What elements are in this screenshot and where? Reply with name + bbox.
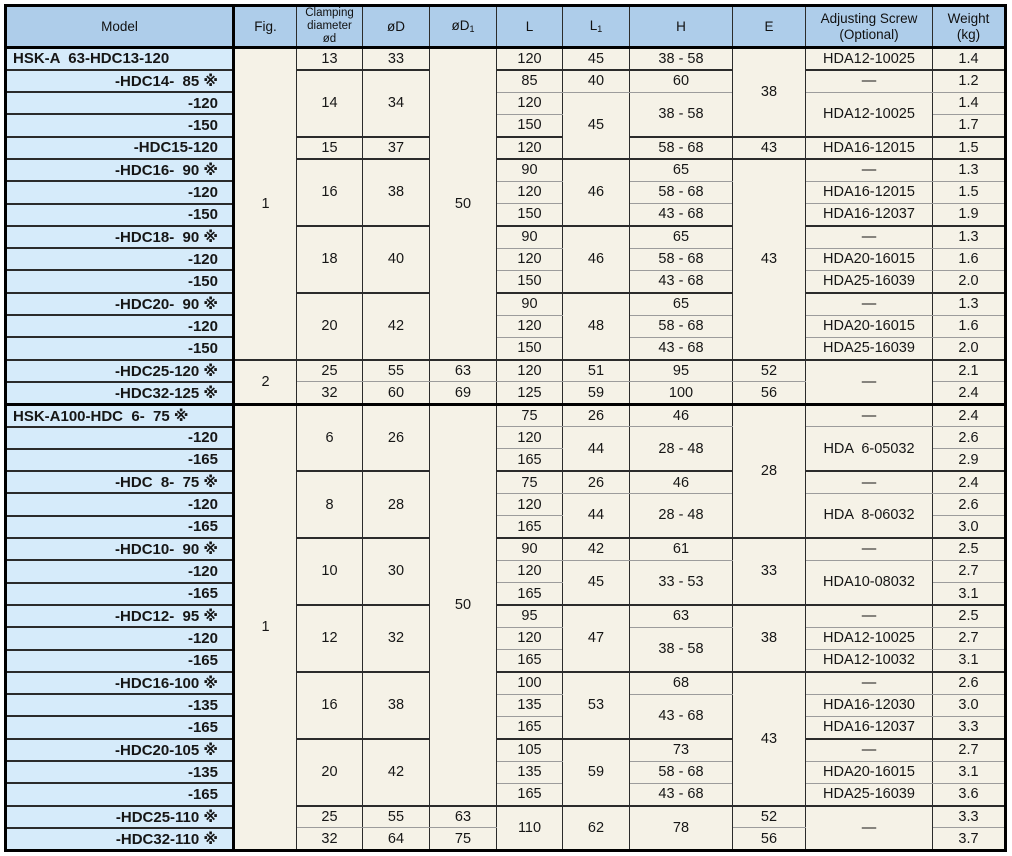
oD1-cell: 69 xyxy=(430,382,497,404)
adj-cell: HDA20-16015 xyxy=(806,315,933,337)
H-cell: 65 xyxy=(630,159,733,181)
column-header-L1: $L_1$ xyxy=(563,6,630,48)
model-cell: -HDC14- 85 ※ xyxy=(6,70,234,92)
table-row xyxy=(6,404,1006,426)
column-header-H: H xyxy=(630,6,733,48)
table-row xyxy=(6,471,1006,493)
od-cell: 8 xyxy=(297,471,363,538)
header-row xyxy=(6,6,1006,48)
adj-cell: HDA16-12015 xyxy=(806,181,933,203)
w-cell: 2.7 xyxy=(933,560,1006,582)
L1-cell: 59 xyxy=(563,739,630,806)
table-row xyxy=(6,560,1006,582)
od-cell: 32 xyxy=(297,828,363,850)
L-cell: 150 xyxy=(497,114,563,136)
model-cell: -HDC20- 90 ※ xyxy=(6,293,234,315)
model-cell: -120 xyxy=(6,248,234,270)
w-cell: 3.3 xyxy=(933,716,1006,738)
H-cell: 38 - 58 xyxy=(630,92,733,137)
L1-cell: 45 xyxy=(563,48,630,70)
H-cell: 58 - 68 xyxy=(630,315,733,337)
oD-cell: 26 xyxy=(363,404,430,471)
H-cell: 78 xyxy=(630,806,733,851)
model-cell: -120 xyxy=(6,181,234,203)
table-row xyxy=(6,783,1006,805)
w-cell: 3.6 xyxy=(933,783,1006,805)
model-cell: -165 xyxy=(6,449,234,471)
model-cell: -HDC 8- 75 ※ xyxy=(6,471,234,493)
table-row xyxy=(6,427,1006,449)
w-cell: 1.2 xyxy=(933,70,1006,92)
L-cell: 120 xyxy=(497,92,563,114)
E-cell: 43 xyxy=(733,159,806,360)
H-cell: 46 xyxy=(630,471,733,493)
model-cell: -165 xyxy=(6,716,234,738)
E-cell: 33 xyxy=(733,538,806,605)
oD1-cell: 50 xyxy=(430,404,497,805)
table-row xyxy=(6,70,1006,92)
adj-cell: HDA 6-05032 xyxy=(806,427,933,472)
L1-cell: 59 xyxy=(563,382,630,404)
spec-table xyxy=(4,4,1007,852)
L1-cell: 44 xyxy=(563,427,630,472)
adj-cell: HDA25-16039 xyxy=(806,270,933,292)
column-header-E: E xyxy=(733,6,806,48)
w-cell: 2.9 xyxy=(933,449,1006,471)
L1-cell: 62 xyxy=(563,806,630,851)
oD-cell: 38 xyxy=(363,672,430,739)
table-row xyxy=(6,806,1006,828)
fig-cell: 1 xyxy=(234,48,297,360)
w-cell: 3.7 xyxy=(933,828,1006,850)
L1-cell: 42 xyxy=(563,538,630,560)
L-cell: 165 xyxy=(497,716,563,738)
oD-cell: 28 xyxy=(363,471,430,538)
H-cell: 58 - 68 xyxy=(630,137,733,159)
adj-cell: — xyxy=(806,739,933,761)
table-row xyxy=(6,226,1006,248)
w-cell: 2.7 xyxy=(933,627,1006,649)
column-header-L: L xyxy=(497,6,563,48)
oD-cell: 60 xyxy=(363,382,430,404)
E-cell: 38 xyxy=(733,48,806,137)
L-cell: 120 xyxy=(497,427,563,449)
L1-cell: 46 xyxy=(563,159,630,226)
od-cell: 20 xyxy=(297,739,363,806)
H-cell: 43 - 68 xyxy=(630,204,733,226)
adj-cell: HDA20-16015 xyxy=(806,761,933,783)
oD1-cell: 50 xyxy=(430,48,497,360)
L-cell: 150 xyxy=(497,204,563,226)
model-cell: -HDC16- 90 ※ xyxy=(6,159,234,181)
model-cell: -150 xyxy=(6,114,234,136)
adj-cell: HDA10-08032 xyxy=(806,560,933,605)
L-cell: 90 xyxy=(497,226,563,248)
table-body xyxy=(6,48,1006,851)
oD-cell: 55 xyxy=(363,360,430,382)
L-cell: 135 xyxy=(497,694,563,716)
L-cell: 110 xyxy=(497,806,563,851)
od-cell: 12 xyxy=(297,605,363,672)
table-row xyxy=(6,493,1006,515)
table-row xyxy=(6,627,1006,649)
adj-cell: HDA16-12015 xyxy=(806,137,933,159)
H-cell: 38 - 58 xyxy=(630,627,733,672)
L-cell: 165 xyxy=(497,783,563,805)
od-cell: 6 xyxy=(297,404,363,471)
w-cell: 2.6 xyxy=(933,672,1006,694)
model-cell: -120 xyxy=(6,92,234,114)
oD-cell: 33 xyxy=(363,48,430,70)
H-cell: 46 xyxy=(630,404,733,426)
w-cell: 1.3 xyxy=(933,159,1006,181)
H-cell: 63 xyxy=(630,605,733,627)
L-cell: 165 xyxy=(497,449,563,471)
oD-cell: 55 xyxy=(363,806,430,828)
table-row xyxy=(6,672,1006,694)
H-cell: 43 - 68 xyxy=(630,270,733,292)
table-row xyxy=(6,181,1006,203)
L1-cell: 53 xyxy=(563,672,630,739)
model-cell: -165 xyxy=(6,783,234,805)
w-cell: 1.3 xyxy=(933,293,1006,315)
w-cell: 2.5 xyxy=(933,538,1006,560)
H-cell: 43 - 68 xyxy=(630,783,733,805)
H-cell: 38 - 58 xyxy=(630,48,733,70)
model-cell: -165 xyxy=(6,583,234,605)
L-cell: 90 xyxy=(497,293,563,315)
L1-cell: 48 xyxy=(563,293,630,360)
L-cell: 120 xyxy=(497,360,563,382)
model-cell: -135 xyxy=(6,694,234,716)
w-cell: 3.1 xyxy=(933,650,1006,672)
w-cell: 1.6 xyxy=(933,315,1006,337)
w-cell: 2.0 xyxy=(933,337,1006,359)
w-cell: 1.5 xyxy=(933,137,1006,159)
L-cell: 90 xyxy=(497,538,563,560)
L-cell: 150 xyxy=(497,270,563,292)
w-cell: 1.6 xyxy=(933,248,1006,270)
model-cell: -120 xyxy=(6,427,234,449)
table-row xyxy=(6,92,1006,114)
L-cell: 165 xyxy=(497,650,563,672)
adj-cell: — xyxy=(806,159,933,181)
oD1-cell: 63 xyxy=(430,360,497,382)
L-cell: 120 xyxy=(497,315,563,337)
H-cell: 28 - 48 xyxy=(630,427,733,472)
L-cell: 85 xyxy=(497,70,563,92)
oD-cell: 30 xyxy=(363,538,430,605)
adj-cell: HDA12-10025 xyxy=(806,92,933,137)
L-cell: 75 xyxy=(497,404,563,426)
L-cell: 135 xyxy=(497,761,563,783)
w-cell: 2.6 xyxy=(933,493,1006,515)
H-cell: 65 xyxy=(630,293,733,315)
w-cell: 2.6 xyxy=(933,427,1006,449)
fig-cell: 2 xyxy=(234,360,297,405)
oD-cell: 64 xyxy=(363,828,430,850)
L1-cell: 44 xyxy=(563,493,630,538)
adj-cell: HDA25-16039 xyxy=(806,783,933,805)
model-cell: HSK-A100-HDC 6- 75 ※ xyxy=(6,404,234,426)
H-cell: 58 - 68 xyxy=(630,248,733,270)
od-cell: 10 xyxy=(297,538,363,605)
table-row xyxy=(6,293,1006,315)
model-cell: -HDC15-120 xyxy=(6,137,234,159)
w-cell: 3.1 xyxy=(933,761,1006,783)
table-row xyxy=(6,360,1006,382)
model-cell: -120 xyxy=(6,560,234,582)
oD-cell: 42 xyxy=(363,739,430,806)
L-cell: 90 xyxy=(497,159,563,181)
L-cell: 125 xyxy=(497,382,563,404)
L1-cell: 40 xyxy=(563,70,630,92)
oD-cell: 42 xyxy=(363,293,430,360)
column-header-adj: Adjusting Screw (Optional) xyxy=(806,6,933,48)
table-header xyxy=(6,6,1006,48)
L-cell: 120 xyxy=(497,137,563,159)
adj-cell: — xyxy=(806,471,933,493)
adj-cell: — xyxy=(806,672,933,694)
adj-cell: HDA25-16039 xyxy=(806,337,933,359)
adj-cell: — xyxy=(806,360,933,405)
od-cell: 18 xyxy=(297,226,363,293)
H-cell: 43 - 68 xyxy=(630,694,733,739)
model-cell: -135 xyxy=(6,761,234,783)
H-cell: 68 xyxy=(630,672,733,694)
adj-cell: — xyxy=(806,404,933,426)
table-row xyxy=(6,739,1006,761)
od-cell: 16 xyxy=(297,672,363,739)
w-cell: 2.7 xyxy=(933,739,1006,761)
L-cell: 120 xyxy=(497,627,563,649)
table-row xyxy=(6,538,1006,560)
H-cell: 43 - 68 xyxy=(630,337,733,359)
E-cell: 56 xyxy=(733,382,806,404)
H-cell: 73 xyxy=(630,739,733,761)
model-cell: -HDC16-100 ※ xyxy=(6,672,234,694)
model-cell: -HDC25-120 ※ xyxy=(6,360,234,382)
L-cell: 120 xyxy=(497,181,563,203)
table-row xyxy=(6,761,1006,783)
E-cell: 38 xyxy=(733,605,806,672)
H-cell: 61 xyxy=(630,538,733,560)
E-cell: 52 xyxy=(733,360,806,382)
H-cell: 100 xyxy=(630,382,733,404)
L1-cell: 45 xyxy=(563,92,630,159)
adj-cell: HDA12-10032 xyxy=(806,650,933,672)
table-row xyxy=(6,137,1006,159)
E-cell: 43 xyxy=(733,672,806,806)
L-cell: 165 xyxy=(497,583,563,605)
model-cell: -120 xyxy=(6,627,234,649)
od-cell: 32 xyxy=(297,382,363,404)
adj-cell: HDA12-10025 xyxy=(806,48,933,70)
w-cell: 1.4 xyxy=(933,92,1006,114)
od-cell: 20 xyxy=(297,293,363,360)
adj-cell: — xyxy=(806,226,933,248)
w-cell: 1.7 xyxy=(933,114,1006,136)
L-cell: 120 xyxy=(497,560,563,582)
adj-cell: — xyxy=(806,293,933,315)
L1-cell: 46 xyxy=(563,226,630,293)
L-cell: 75 xyxy=(497,471,563,493)
oD-cell: 37 xyxy=(363,137,430,159)
od-cell: 13 xyxy=(297,48,363,70)
E-cell: 28 xyxy=(733,404,806,538)
H-cell: 58 - 68 xyxy=(630,181,733,203)
oD-cell: 34 xyxy=(363,70,430,137)
model-cell: -HDC20-105 ※ xyxy=(6,739,234,761)
L-cell: 120 xyxy=(497,248,563,270)
E-cell: 43 xyxy=(733,137,806,159)
model-cell: -HDC18- 90 ※ xyxy=(6,226,234,248)
oD-cell: 32 xyxy=(363,605,430,672)
w-cell: 3.1 xyxy=(933,583,1006,605)
table-row xyxy=(6,315,1006,337)
L1-cell: 45 xyxy=(563,560,630,605)
od-cell: 14 xyxy=(297,70,363,137)
w-cell: 1.3 xyxy=(933,226,1006,248)
table-row xyxy=(6,694,1006,716)
od-cell: 25 xyxy=(297,806,363,828)
oD1-cell: 63 xyxy=(430,806,497,828)
E-cell: 52 xyxy=(733,806,806,828)
model-cell: -HDC10- 90 ※ xyxy=(6,538,234,560)
table-row xyxy=(6,159,1006,181)
od-cell: 25 xyxy=(297,360,363,382)
model-cell: -HDC32-110 ※ xyxy=(6,828,234,850)
adj-cell: — xyxy=(806,605,933,627)
L-cell: 165 xyxy=(497,516,563,538)
fig-cell: 1 xyxy=(234,404,297,850)
H-cell: 65 xyxy=(630,226,733,248)
adj-cell: — xyxy=(806,70,933,92)
table-row xyxy=(6,337,1006,359)
L-cell: 95 xyxy=(497,605,563,627)
model-cell: -HDC32-125 ※ xyxy=(6,382,234,404)
oD1-cell: 75 xyxy=(430,828,497,850)
w-cell: 1.4 xyxy=(933,48,1006,70)
L1-cell: 26 xyxy=(563,471,630,493)
model-cell: -HDC25-110 ※ xyxy=(6,806,234,828)
adj-cell: HDA12-10025 xyxy=(806,627,933,649)
model-cell: -150 xyxy=(6,337,234,359)
adj-cell: HDA16-12037 xyxy=(806,716,933,738)
w-cell: 2.1 xyxy=(933,360,1006,382)
H-cell: 95 xyxy=(630,360,733,382)
column-header-oD: øD xyxy=(363,6,430,48)
table-row xyxy=(6,204,1006,226)
adj-cell: — xyxy=(806,806,933,851)
table-row xyxy=(6,605,1006,627)
model-cell: -165 xyxy=(6,650,234,672)
w-cell: 3.0 xyxy=(933,516,1006,538)
L1-cell: 47 xyxy=(563,605,630,672)
adj-cell: HDA20-16015 xyxy=(806,248,933,270)
model-cell: HSK-A 63-HDC13-120 xyxy=(6,48,234,70)
w-cell: 2.0 xyxy=(933,270,1006,292)
column-header-od: Clamping diameter ød xyxy=(297,6,363,48)
w-cell: 2.5 xyxy=(933,605,1006,627)
model-cell: -120 xyxy=(6,315,234,337)
table-row xyxy=(6,48,1006,70)
H-cell: 33 - 53 xyxy=(630,560,733,605)
model-cell: -120 xyxy=(6,493,234,515)
column-header-oD1: $øD_1$ xyxy=(430,6,497,48)
table-row xyxy=(6,248,1006,270)
model-cell: -HDC12- 95 ※ xyxy=(6,605,234,627)
L-cell: 105 xyxy=(497,739,563,761)
w-cell: 2.4 xyxy=(933,404,1006,426)
L1-cell: 51 xyxy=(563,360,630,382)
adj-cell: — xyxy=(806,538,933,560)
H-cell: 60 xyxy=(630,70,733,92)
H-cell: 58 - 68 xyxy=(630,761,733,783)
L-cell: 100 xyxy=(497,672,563,694)
od-cell: 15 xyxy=(297,137,363,159)
L-cell: 120 xyxy=(497,493,563,515)
model-cell: -150 xyxy=(6,270,234,292)
column-header-w: Weight (kg) xyxy=(933,6,1006,48)
H-cell: 28 - 48 xyxy=(630,493,733,538)
column-header-model: Model xyxy=(6,6,234,48)
E-cell: 56 xyxy=(733,828,806,850)
column-header-fig: Fig. xyxy=(234,6,297,48)
table-row xyxy=(6,650,1006,672)
w-cell: 3.0 xyxy=(933,694,1006,716)
L-cell: 150 xyxy=(497,337,563,359)
w-cell: 2.4 xyxy=(933,471,1006,493)
adj-cell: HDA16-12037 xyxy=(806,204,933,226)
od-cell: 16 xyxy=(297,159,363,226)
L-cell: 120 xyxy=(497,48,563,70)
model-cell: -165 xyxy=(6,516,234,538)
w-cell: 1.9 xyxy=(933,204,1006,226)
oD-cell: 38 xyxy=(363,159,430,226)
w-cell: 3.3 xyxy=(933,806,1006,828)
oD-cell: 40 xyxy=(363,226,430,293)
w-cell: 2.4 xyxy=(933,382,1006,404)
table-row xyxy=(6,270,1006,292)
table-row xyxy=(6,716,1006,738)
L1-cell: 26 xyxy=(563,404,630,426)
model-cell: -150 xyxy=(6,204,234,226)
w-cell: 1.5 xyxy=(933,181,1006,203)
adj-cell: HDA16-12030 xyxy=(806,694,933,716)
adj-cell: HDA 8-06032 xyxy=(806,493,933,538)
